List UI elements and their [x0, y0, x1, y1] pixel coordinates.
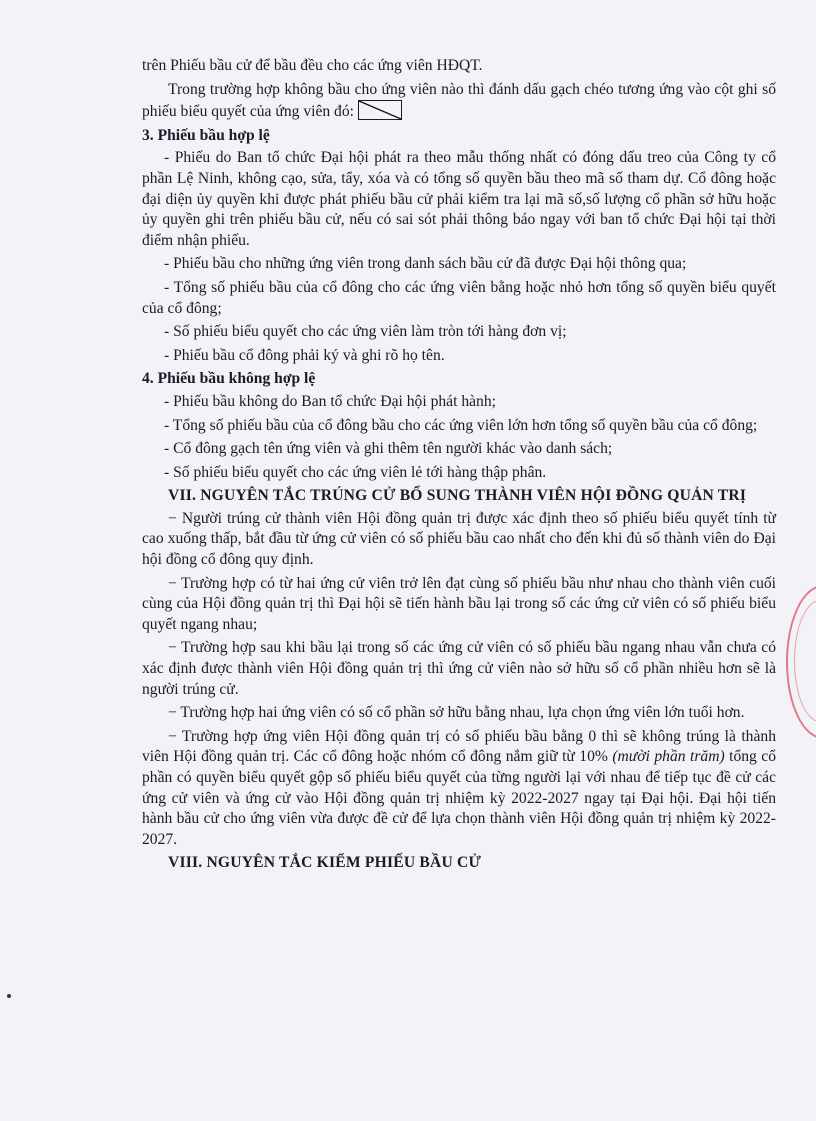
valid-ballot-item-4: - Số phiếu biểu quyết cho các ứng viên làm tròn tới hàng đơn vị; — [164, 323, 567, 341]
scan-speck — [7, 994, 11, 998]
heading-section-vii: VII. NGUYÊN TẮC TRÚNG CỬ BỔ SUNG THÀNH VIÊN HỘI ĐỒNG QUẢN TRỊ — [168, 487, 747, 505]
election-rule-5-italic: (mười phần trăm) — [612, 748, 725, 766]
crossed-box-icon — [358, 100, 402, 120]
election-rule-2: − Trường hợp có từ hai ứng cử viên trở lên đạt cùng số phiếu bầu như nhau cho thành viên cuối cùng của Hội đồng quản trị thì Đại hội sẽ tiến hành bầu lại trong số các ứng cử viên có số phiếu biểu quyết ngang nhau; — [142, 574, 776, 633]
election-rule-5 — [142, 727, 776, 851]
valid-ballot-item-2: - Phiếu bầu cho những ứng viên trong danh sách bầu cử đã được Đại hội thông qua; — [164, 255, 687, 273]
heading-invalid-ballot: 4. Phiếu bầu không hợp lệ — [142, 370, 316, 388]
heading-valid-ballot: 3. Phiếu bầu hợp lệ — [142, 126, 270, 144]
paragraph-cross-mark-rule — [142, 80, 776, 123]
invalid-ballot-item-3: - Cổ đông gạch tên ứng viên và ghi thêm tên người khác vào danh sách; — [164, 440, 613, 458]
paragraph-continuation: trên Phiếu bầu cử để bầu đều cho các ứng viên HĐQT. — [142, 57, 483, 74]
election-rule-1: − Người trúng cử thành viên Hội đồng quản trị được xác định theo số phiếu biểu quyết tính từ cao xuống thấp, bắt đầu từ ứng cử viên có số phiếu bầu cao nhất cho đến khi đủ số thành viên do Đại hội đồng cổ đông quy định. — [142, 509, 776, 569]
election-rule-5-part-a: − Trường hợp ứng viên Hội đồng quản trị có số phiếu bầu bằng 0 thì sẽ không trúng là thành viên Hội đồng quản trị. Các cổ đông hoặc nhóm cổ đông nắm giữ từ 10% — [142, 727, 776, 766]
valid-ballot-item-3: - Tổng số phiếu bầu của cổ đông cho các ứng viên bằng hoặc nhỏ hơn tổng số quyền biểu quyết của cổ đông; — [142, 278, 776, 317]
heading-section-viii: VIII. NGUYÊN TẮC KIỂM PHIẾU BẦU CỬ — [168, 854, 482, 872]
election-rule-5-part-c: tổng cổ phần có quyền biểu quyết gộp số phiếu biểu quyết của từng người lại với nhau để tiếp tục đề cử các ứng cử viên và ứng cử vào Hội đồng quản trị nhiệm kỳ 2022-2027 ngay tại Đại hội. Đại hội tiến hành bầu cử cho ứng viên vừa được đề cử để lựa chọn thành viên Hội đồng quản trị nhiệm kỳ 2022-2027. — [142, 748, 776, 848]
cross-mark-rule-text: Trong trường hợp không bầu cho ứng viên nào thì đánh dấu gạch chéo tương ứng vào cột ghi số phiếu biểu quyết của ứng viên đó: — [142, 80, 776, 121]
invalid-ballot-item-1: - Phiếu bầu không do Ban tổ chức Đại hội phát hành; — [164, 392, 496, 410]
invalid-ballot-item-4: - Số phiếu biểu quyết cho các ứng viên lẻ tới hàng thập phân. — [164, 463, 547, 481]
valid-ballot-item-1: - Phiếu do Ban tổ chức Đại hội phát ra theo mẫu thống nhất có đóng dấu treo của Công ty cổ phần Lệ Ninh, không cạo, sửa, tẩy, xóa và có tổng số quyền bầu theo mã số tham dự. Cổ đông hoặc đại diện ủy quyền khi được phát phiếu bầu cử phải kiểm tra lại mã số,số lượng cổ phần sở hữu hoặc ủy quyền ghi trên phiếu bầu cử, nếu có sai sót phải thông báo ngay với ban tổ chức Đại hội tại thời điểm nhận phiếu. — [142, 149, 776, 249]
valid-ballot-item-5: - Phiếu bầu cổ đông phải ký và ghi rõ họ tên. — [164, 346, 445, 364]
election-rule-4: − Trường hợp hai ứng viên có số cổ phần sở hữu bằng nhau, lựa chọn ứng viên lớn tuổi hơn. — [168, 704, 745, 722]
invalid-ballot-item-2: - Tổng số phiếu bầu của cổ đông bầu cho các ứng viên lớn hơn tổng số quyền bầu của cổ đông; — [164, 416, 758, 434]
election-rule-3: − Trường hợp sau khi bầu lại trong số các ứng cử viên có số phiếu bầu ngang nhau vẫn chưa có xác định được thành viên Hội đồng quản trị thì ứng cử viên nào sở hữu số cổ phần nhiều hơn sẽ là người trúng cử. — [142, 639, 776, 698]
document-body — [142, 56, 776, 876]
